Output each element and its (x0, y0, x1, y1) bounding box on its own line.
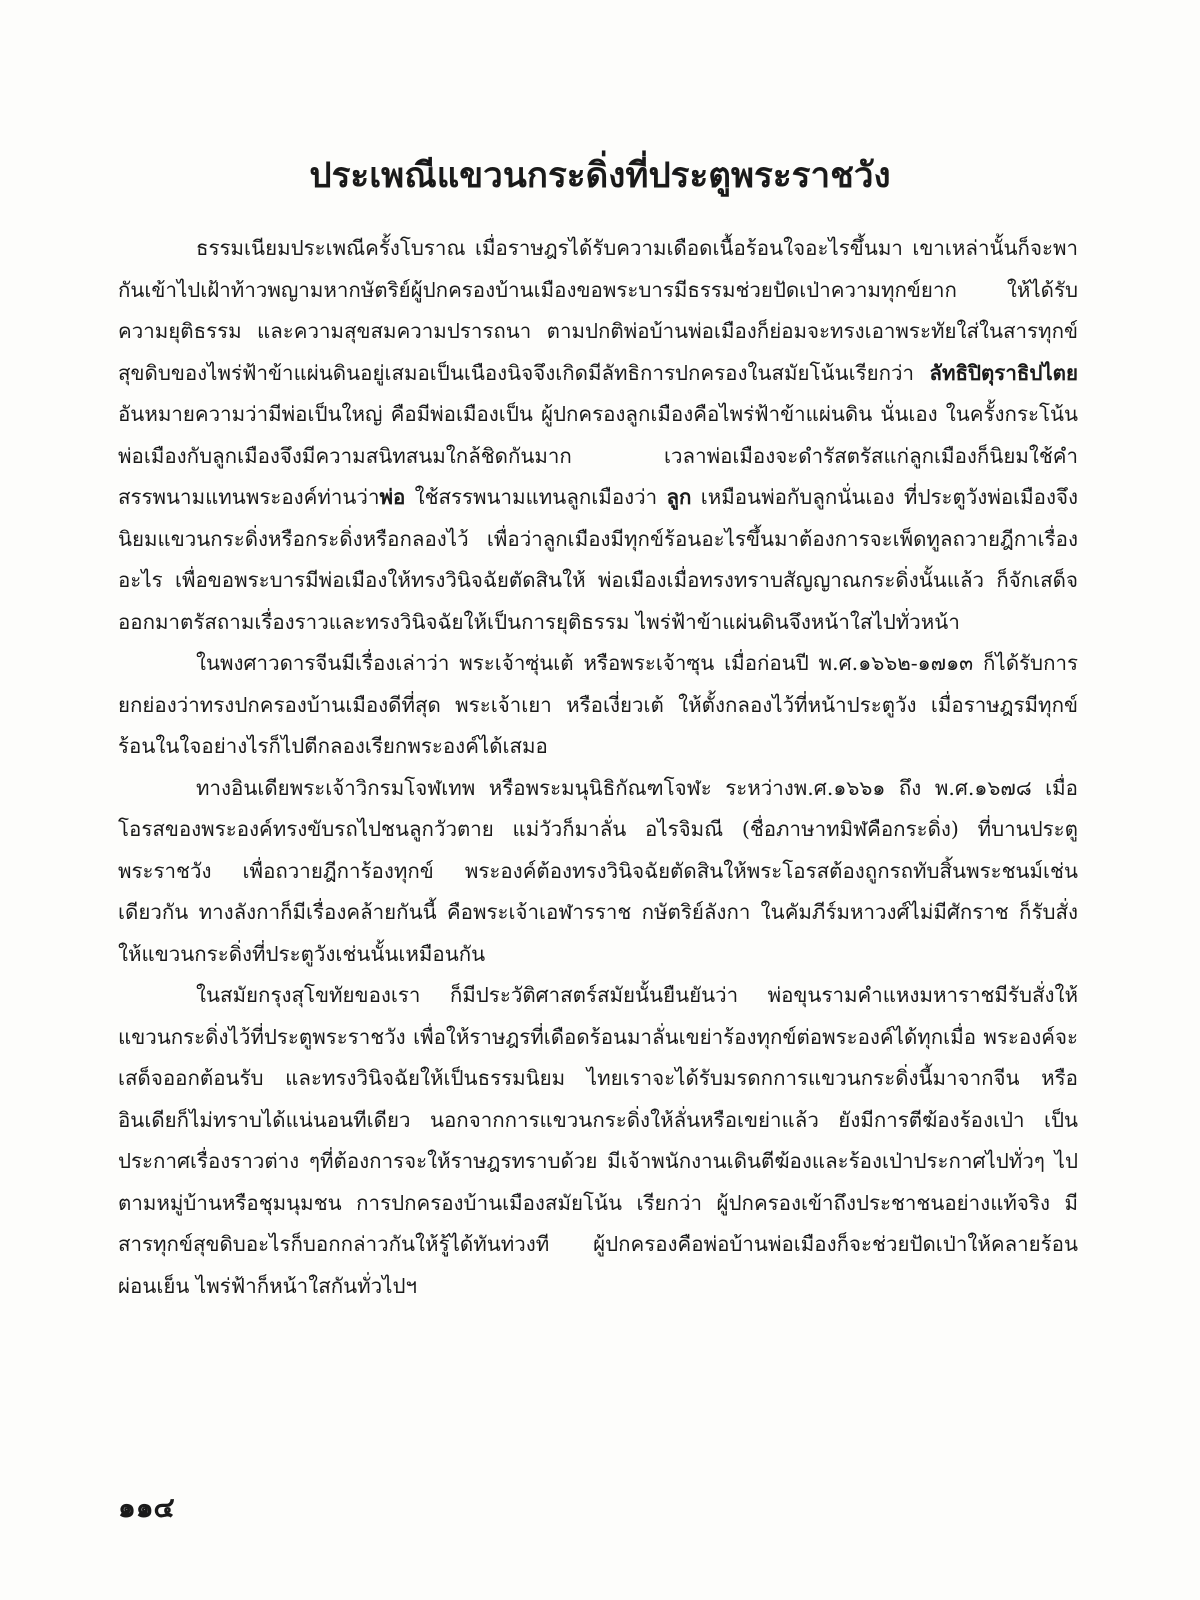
paragraph-1 (118, 228, 1078, 643)
paragraph-1-text-b: อันหมายความว่ามีพ่อเป็นใหญ่ คือมีพ่อเมืองเป็น ผู้ปกครองลูกเมืองคือไพร่ฟ้าข้าแผ่นดิน นั่นเอง ในครั้งกระโน้นพ่อเมืองกับลูกเมืองจึงมีความสนิทสนมใกล้ชิดกันมาก เวลาพ่อเมืองจะดำรัสตรัสแก่ลูกเมืองก็นิยมใช้คำสรรพนามแทนพระองค์ท่านว่า (118, 402, 1078, 509)
page-title: ประเพณีแขวนกระดิ่งที่ประตูพระราชวัง (309, 155, 891, 196)
paragraph-2: ในพงศาวดารจีนมีเรื่องเล่าว่า พระเจ้าซุ่นเต้ หรือพระเจ้าซุน เมื่อก่อนปี พ.ศ.๑๖๖๒-๑๗๑๓ ก็ได้รับการยกย่องว่าทรงปกครองบ้านเมืองดีที่สุด พระเจ้าเยา หรือเงี่ยวเต้ ให้ตั้งกลองไว้ที่หน้าประตูวัง เมื่อราษฎรมีทุกข์ร้อนในใจอย่างไรก็ไปตีกลองเรียกพระองค์ได้เสมอ (118, 651, 1078, 758)
term-patriarchy: ลัทธิปิตุราธิปไตย (929, 360, 1078, 385)
paragraph-1-text-a: ธรรมเนียมประเพณีครั้งโบราณ เมื่อราษฎรได้รับความเดือดเนื้อร้อนใจอะไรขึ้นมา เขาเหล่านั้นก็จะพากันเข้าไปเฝ้าท้าวพญามหากษัตริย์ผู้ปกครองบ้านเมืองขอพระบารมีธรรมช่วยปัดเป่าความทุกข์ยาก ให้ได้รับความยุติธรรม และความสุขสมความปรารถนา ตามปกติพ่อบ้านพ่อเมืองก็ย่อมจะทรงเอาพระทัยใส่ในสารทุกข์สุขดิบของไพร่ฟ้าข้าแผ่นดินอยู่เสมอเป็นเนืองนิจจึงเกิดมีลัทธิการปกครองในสมัยโน้นเรียกว่า (118, 236, 1078, 385)
term-father: พ่อ (379, 485, 406, 509)
paragraph-1-text-d: เหมือนพ่อกับลูกนั่นเอง ที่ประตูวังพ่อเมืองจึงนิยมแขวนกระดิ่งหรือกระดิ่งหรือกลองไว้ เพื่อว่าลูกเมืองมีทุกข์ร้อนอะไรขึ้นมาต้องการจะเพ็ดทูลถวายฎีกาเรื่องอะไร เพื่อขอพระบารมีพ่อเมืองให้ทรงวินิจฉัยตัดสินให้ พ่อเมืองเมื่อทรงทราบสัญญาณกระดิ่งนั้นแล้ว ก็จักเสด็จออกมาตรัสถามเรื่องราวและทรงวินิจฉัยให้เป็นการยุติธรรม ไพร่ฟ้าข้าแผ่นดินจึงหน้าใสไปทั่วหน้า (118, 485, 1079, 634)
term-child: ลูก (666, 485, 692, 509)
article-body (118, 228, 1078, 1307)
paragraph-3: ทางอินเดียพระเจ้าวิกรมโจฬเทพ หรือพระมนุนิธิกัณฑโจฬะ ระหว่างพ.ศ.๑๖๖๑ ถึง พ.ศ.๑๖๗๘ เมื่อโอรสของพระองค์ทรงขับรถไปชนลูกวัวตาย แม่วัวก็มาลั่น อไรจิมณี (ชื่อภาษาทมิฬคือกระดิ่ง) ที่บานประตูพระราชวัง เพื่อถวายฎีการ้องทุกข์ พระองค์ต้องทรงวินิจฉัยตัดสินให้พระโอรสต้องถูกรถทับสิ้นพระชนม์เช่นเดียวกัน ทางลังกาก็มีเรื่องคล้ายกันนี้ คือพระเจ้าเอฬารราช กษัตริย์ลังกา ในคัมภีร์มหาวงศ์ไม่มีศักราช ก็รับสั่งให้แขวนกระดิ่งที่ประตูวังเช่นนั้นเหมือนกัน (118, 775, 1078, 966)
page-number: ๑๑๔ (118, 1491, 175, 1524)
paragraph-4: ในสมัยกรุงสุโขทัยของเรา ก็มีประวัติศาสตร์สมัยนั้นยืนยันว่า พ่อขุนรามคำแหงมหาราชมีรับสั่งให้แขวนกระดิ่งไว้ที่ประตูพระราชวัง เพื่อให้ราษฎรที่เดือดร้อนมาลั่นเขย่าร้องทุกข์ต่อพระองค์ได้ทุกเมื่อ พระองค์จะเสด็จออกต้อนรับ และทรงวินิจฉัยให้เป็นธรรมนิยม ไทยเราจะได้รับมรดกการแขวนกระดิ่งนี้มาจากจีน หรืออินเดียก็ไม่ทราบได้แน่นอนทีเดียว นอกจากการแขวนกระดิ่งให้ลั่นหรือเขย่าแล้ว ยังมีการตีฆ้องร้องเป่า เป็นประกาศเรื่องราวต่าง ๆที่ต้องการจะให้ราษฎรทราบด้วย มีเจ้าพนักงานเดินตีฆ้องและร้องเป่าประกาศไปทั่วๆ ไปตามหมู่บ้านหรือชุมนุมชน การปกครองบ้านเมืองสมัยโน้น เรียกว่า ผู้ปกครองเข้าถึงประชาชนอย่างแท้จริง มีสารทุกข์สุขดิบอะไรก็บอกกล่าวกันให้รู้ได้ทันท่วงที ผู้ปกครองคือพ่อบ้านพ่อเมืองก็จะช่วยปัดเป่าให้คลายร้อนผ่อนเย็น ไพร่ฟ้าก็หน้าใสกันทั่วไปฯ (118, 983, 1078, 1298)
paragraph-1-text-c: ใช้สรรพนามแทนลูกเมืองว่า (405, 485, 667, 509)
